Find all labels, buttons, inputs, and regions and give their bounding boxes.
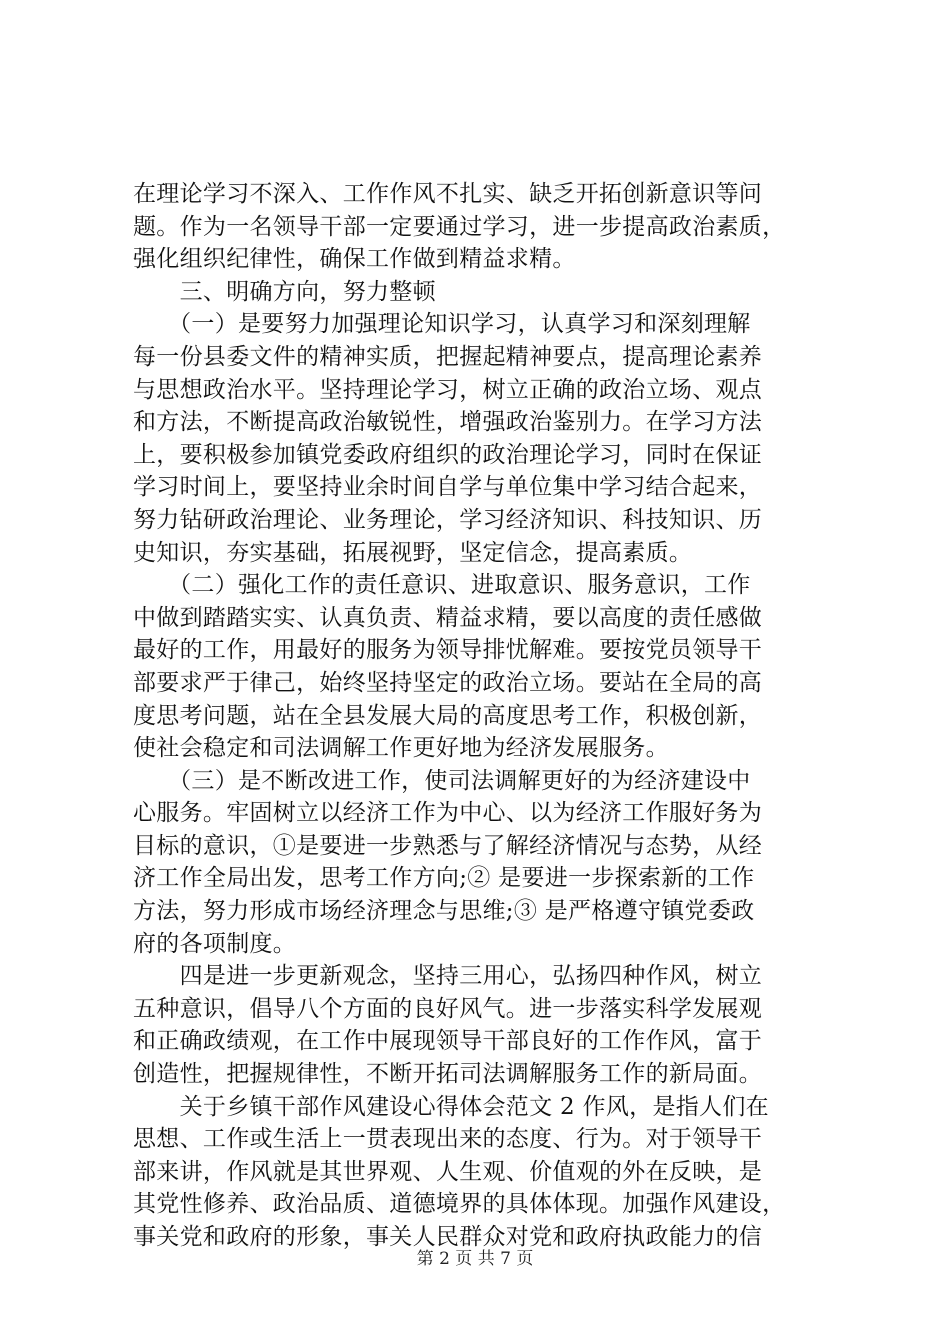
text-line: 部来讲，作风就是其世界观、人生观、价值观的外在反映，是 <box>133 1158 763 1185</box>
text-line: 题。作为一名领导干部一定要通过学习，进一步提高政治素质， <box>133 213 786 240</box>
text-line: 学习时间上，要坚持业余时间自学与单位集中学习结合起来， <box>133 474 763 501</box>
text-line: 济工作全局出发，思考工作方向;② 是要进一步探索新的工作 <box>133 865 755 892</box>
text-line: 中做到踏踏实实、认真负责、精益求精，要以高度的责任感做 <box>133 604 763 631</box>
text-line: 努力钻研政治理论、业务理论，学习经济知识、科技知识、历 <box>133 506 763 533</box>
text-line: 创造性，把握规律性，不断开拓司法调解服务工作的新局面。 <box>133 1061 763 1088</box>
text-line: 和正确政绩观，在工作中展现领导干部良好的工作作风，富于 <box>133 1028 763 1055</box>
text-line: 五种意识，倡导八个方面的良好风气。进一步落实科学发展观 <box>133 995 763 1022</box>
text-line: 事关党和政府的形象，事关人民群众对党和政府执政能力的信 <box>133 1224 763 1250</box>
text-line: 目标的意识，①是要进一步熟悉与了解经济情况与态势，从经 <box>133 832 763 859</box>
text-line: 在理论学习不深入、工作作风不扎实、缺乏开拓创新意识等问 <box>133 181 763 207</box>
text-line: 三、明确方向，努力整顿 <box>133 278 436 305</box>
text-line: 与思想政治水平。坚持理论学习，树立正确的政治立场、观点 <box>133 376 763 403</box>
text-line: 方法，努力形成市场经济理念与思维;③ 是严格遵守镇党委政 <box>133 898 755 925</box>
text-line: 心服务。牢固树立以经济工作为中心、以为经济工作服好务为 <box>133 800 763 827</box>
page-footer: 第 2 页 共 7 页 <box>416 1249 534 1269</box>
text-line: 思想、工作或生活上一贯表现出来的态度、行为。对于领导干 <box>133 1126 763 1153</box>
text-line: 关于乡镇干部作风建设心得体会范文 2 作风，是指人们在 <box>133 1093 769 1120</box>
text-line: 每一份县委文件的精神实质，把握起精神要点，提高理论素养 <box>133 343 763 370</box>
text-line: （一）是要努力加强理论知识学习，认真学习和深刻理解 <box>133 311 751 338</box>
text-line: （三）是不断改进工作，使司法调解更好的为经济建设中 <box>133 767 751 794</box>
text-line: 史知识，夯实基础，拓展视野，坚定信念，提高素质。 <box>133 539 693 566</box>
text-line: 度思考问题，站在全县发展大局的高度思考工作，积极创新， <box>133 702 763 729</box>
text-line: （二）强化工作的责任意识、进取意识、服务意识，工作 <box>133 572 751 599</box>
text-line: 使社会稳定和司法调解工作更好地为经济发展服务。 <box>133 735 669 762</box>
text-line: 最好的工作，用最好的服务为领导排忧解难。要按党员领导干 <box>133 637 763 664</box>
document-body <box>133 178 833 1254</box>
text-line: 部要求严于律己，始终坚持坚定的政治立场。要站在全局的高 <box>133 669 763 696</box>
text-line: 和方法，不断提高政治敏锐性，增强政治鉴别力。在学习方法 <box>133 409 763 436</box>
text-line: 上，要积极参加镇党委政府组织的政治理论学习，同时在保证 <box>133 441 763 468</box>
text-line: 其党性修养、政治品质、道德境界的具体体现。加强作风建设， <box>133 1191 786 1218</box>
text-line: 强化组织纪律性，确保工作做到精益求精。 <box>133 246 576 273</box>
text-line: 四是进一步更新观念，坚持三用心，弘扬四种作风，树立 <box>133 963 763 990</box>
text-line: 府的各项制度。 <box>133 930 297 957</box>
